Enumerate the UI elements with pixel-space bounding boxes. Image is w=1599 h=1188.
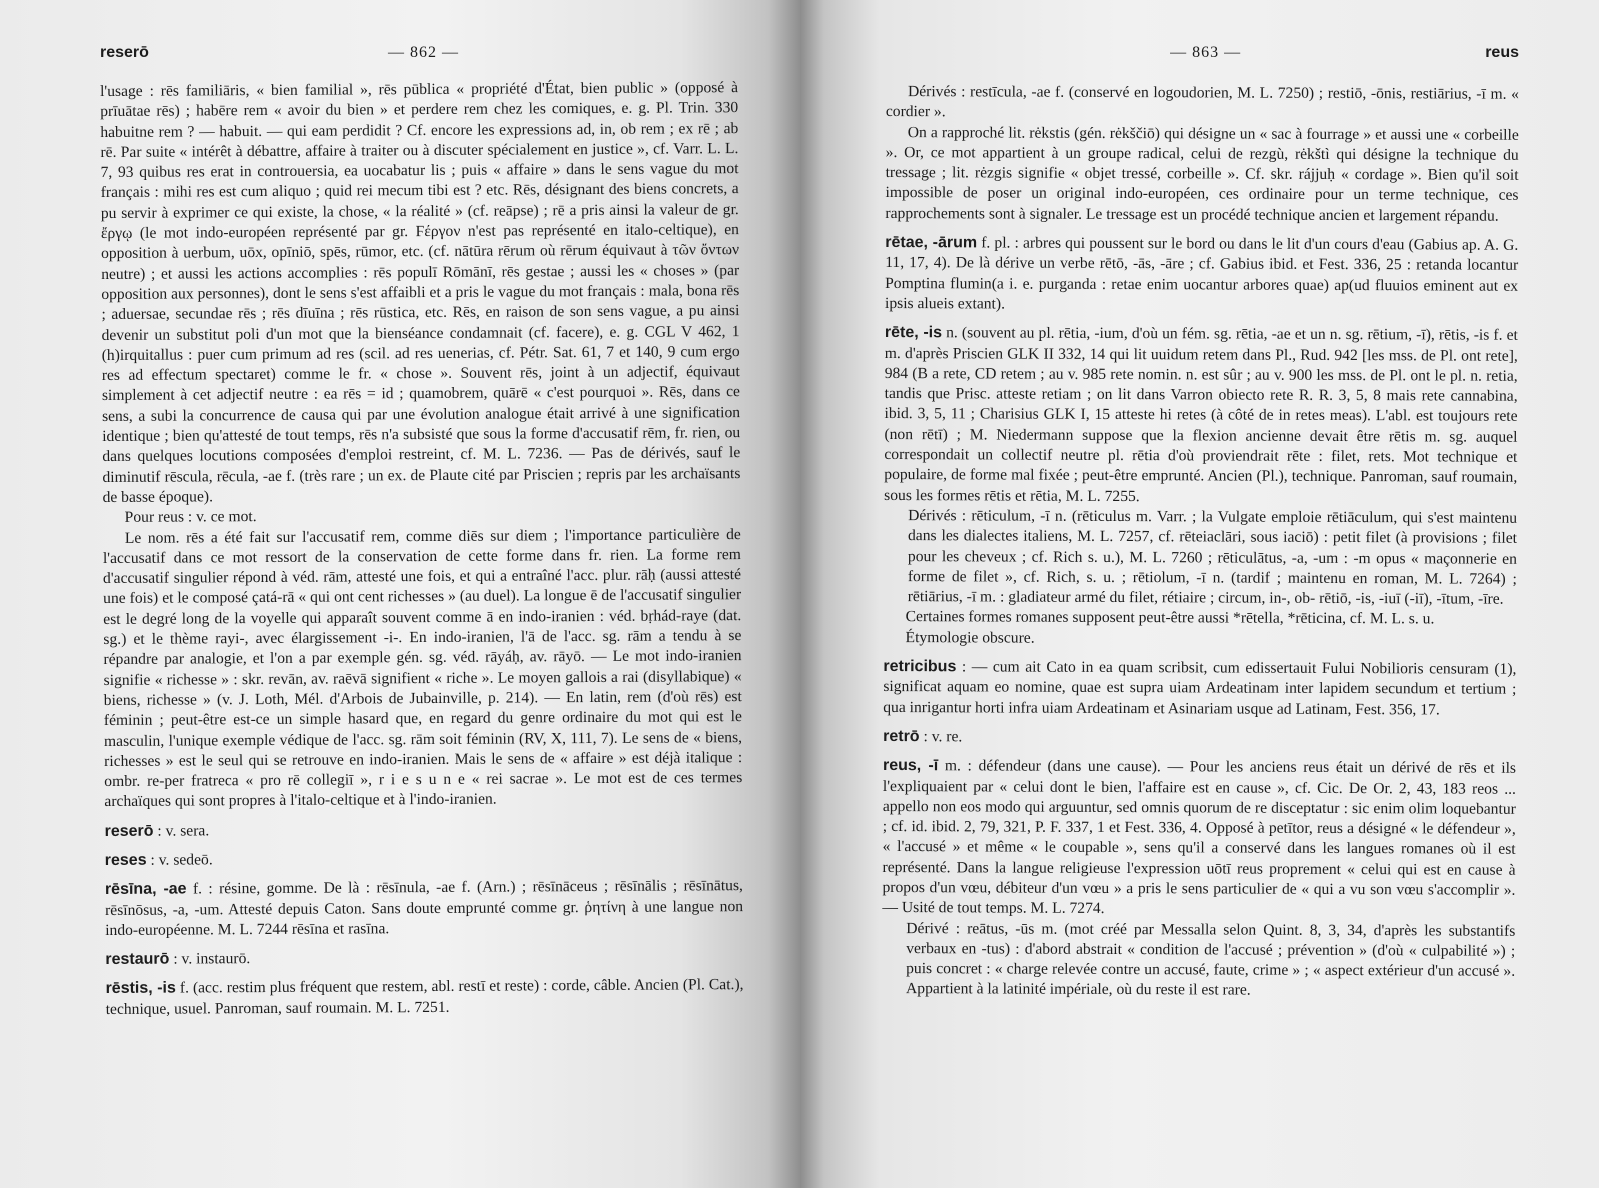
page-body (100, 78, 744, 1020)
dictionary-entry (105, 847, 743, 871)
running-headword: reus (1485, 44, 1519, 61)
entry-definition: : — cum ait Cato in ea quam scribsit, cum edissertauit Fului Nobilioris censuram (1), significat aquam eo nomine, quae est supra uiam Ardeatinam inter lapidem secundum et tertium ; qua inrigantur horti infra uiam Ardeatinam et Asinariam usque ad Latinam, Fest. 356, 17. (883, 658, 1517, 719)
body-paragraph: Étymologie obscure. (905, 628, 1035, 647)
entry-lemma: rēte, -is (884, 324, 943, 342)
entry-definition: m. : défendeur (dans une cause). — Pour les anciens reus était un dérivé de rēs et ils l'expliquaient par « celui dont le bien, l'affaire est en cause », cf. Cic. De Or. 2, 43, 183 reos ... appello non eos modo qui arguuntur, sed omnis quorum de re disceptatur : sic enim olim loquebantur ; cf. id. ibid. 2, 79, 321, P. F. 337, 1 et Fest. 336, 4. Opposé à petītor, reus a désigné « le défendeur », « l'accusé » et même « le coupable », sens qu'il a conservé dans les langues romanes où il est représenté. Dans la langue religieuse l'expression uōtī reus proprement « celui qui est en cause à propos d'un vœu, débiteur d'un vœu » a pris le sens particulier de « qui a vu son vœu s'accomplir ». — Usité de tout temps. M. L. 7274. (882, 757, 1517, 918)
running-head-right (886, 44, 1519, 62)
entry-definition: : v. instaurō. (169, 950, 251, 968)
entry-definition: : v. re. (919, 728, 963, 746)
derivatives-paragraph: Dérivé : reātus, -ūs m. (mot créé par Messalla selon Quint. 8, 3, 34, d'après les substantifs verbaux en -tus) : d'abord abstrait « condition de l'accusé ; prévention » (d'où « culpabilité ») ; puis concret : « charge relevée contre un accusé, faute, crime » ; « aspect extérieur d'un accusé ». Appartient à la latinité impériale, où du reste il est rare. (906, 919, 1516, 1000)
entry-lemma: rētae, -ārum (885, 234, 978, 252)
entry-definition: n. (souvent au pl. rētia, -ium, d'où un fém. sg. rētia, -ae et un n. sg. rētium, -ī), rētis, -is f. et m. d'après Priscien GLK II 332, 14 qui lit uuidum retem dans Pl., Rud. 942 [les mss. de Pl. ont rete], 984 (B a rete, CD retem ; au v. 985 rete nomin. n. est sûr ; au v. 900 les mss. de Pl. ont le pl. n. retia, tandis que Prisc. atteste retiam ; on lit dans Varron obiecto rete R. R. 3, 5, 8 mais rete cannabina, ibid. 3, 5, 11 ; Charisius GLK I, 15 atteste hi retes (à côté de in retes meas). L'abl. est toujours rete (non rētī) ; M. Niedermann suppose que la flexion ancienne devait être rētis m. sg. auquel correspondait un collectif neutre pl. rētia d'où proviendrait rēte : filet, rets. Mot technique et populaire, de forme mal fixée ; peut-être emprunté. Ancien (Pl.), technique. Panroman, sauf roumain, sous les formes rētis et rētia, M. L. 7255. (884, 324, 1518, 505)
dictionary-entry (884, 323, 1518, 508)
entry-definition: f. (acc. restim plus fréquent que restem, abl. restī et reste) : corde, câble. Ancien (Pl. Cat.), technique, usuel. Panroman, sauf roumain. M. L. 7251. (105, 976, 744, 1018)
body-paragraph: l'usage : rēs familiāris, « bien familial », rēs pūblica « propriété d'État, bien public » (opposé à prīuātae rēs) ; habēre rem « avoir du bien » et perdere rem chez les comiques, e. g. Pl. Trin. 330 habuitne rem ? — habuit. — qui eam perdidit ? Cf. encore les expressions ad, in, ob rem ; ex rē ; ab rē. Par suite « intérêt à débattre, affaire à traiter ou à discuter spécialement en justice », cf. Varr. L. L. 7, 93 quibus res erat in controuersia, ea uocabatur lis ; puis « affaire » dans le sens vague du mot français : mihi res est cum aliquo ; quid rei mecum tibi est ? etc. Rēs, désignant des biens concrets, a pu servir à exprimer ce qui existe, la chose, « la réalité » (cf. reāpse) ; rē a pris ainsi la valeur de gr. ἔργῳ (le mot indo-européen représenté par gr. Ϝέργον n'est pas représenté en italo-celtique), en opposition à uerbum, uōx, opīniō, spēs, rūmor, etc. (cf. nātūra rērum où rērum équivaut à τῶν ὄντων neutre) ; et aussi les actions accomplies : rēs populī Rōmānī, rēs gestae ; aussi les « choses » (par opposition aux personnes), dont le sens s'est affaibli et a pris le vague du mot français : mala, bona rēs ; aduersae, secundae rēs ; rēs dīuīna ; rēs rūstica, etc. Rēs, en raison de son sens vague, a pu ainsi devenir un substitut poli d'un mot que la bienséance condamnait (cf. facere), e. g. CGL V 462, 1 (h)irquitallus : puer cum primum ad res (scil. ad res uenerias, cf. Pétr. Sat. 61, 7 et 140, 9 cum ergo res ad effectum spectaret) comme le fr. « chose ». Souvent rēs, joint à un adjectif, équivaut simplement à cet adjectif neutre : ea rēs = id ; quamobrem, quārē « c'est pourquoi ». Rēs, dans ce sens, a subi la concurrence de causa qui par une évolution analogue était arrivé à une signification identique ; bien qu'attesté de tout temps, rēs n'a subsisté que sous la forme d'accusatif rēm, fr. rien, ou dans quelques locutions composées d'emploi restreint, cf. M. L. 7236. — Pas de dérivés, sauf le diminutif rēscula, rēcula, -ae f. (très rare ; un ex. de Plaute cité par Priscien ; repris par les archaïsants de basse époque). (100, 79, 741, 506)
entry-definition: f. pl. : arbres qui poussent sur le bord ou dans le lit d'un cours d'eau (Gabius ap. A. G. 11, 17, 4). De là dérive un verbe rētō, -ās, -āre ; cf. Gabius ibid. et Fest. 336, 25 : retanda locantur Pomptina flumin(a i. e. purganda : retae enim uocantur arbores quae) ap(ud fluuios eminent aut ex ipsis alueis extant). (884, 234, 1519, 313)
right-page (800, 0, 1599, 1188)
entry-definition: : v. sera. (153, 822, 210, 840)
entry-lemma: reserō (104, 822, 154, 840)
body-paragraph: Dérivés : restīcula, -ae f. (conservé en logoudorien, M. L. 7250) ; restiō, -ōnis, restiārius, -ī m. « cordier ». (885, 83, 1519, 121)
page-body (882, 82, 1519, 1003)
running-head-left (100, 44, 738, 62)
body-paragraph: On a rapproché lit. rėkstis (gén. rėkščiō) qui désigne un « sac à fourrage » et aussi une « corbeille ». Or, ce mot appartient à un groupe radical, celui de rezgù, rėkštì qui désigne la technique du tressage ; lit. rėzgis signifie « objet tressé, corbeille ». Cf. skr. rájjuḥ « cordage ». Bien qu'il soit impossible de poser un original indo-européen, ces ordinaire pour un terme technique, ces rapprochements sont à signaler. Le tressage est un procédé technique ancien et largement répandu. (885, 123, 1519, 225)
entry-lemma: restaurō (105, 950, 170, 969)
entry-definition: : v. sedeō. (146, 851, 213, 869)
dictionary-entry (105, 876, 743, 941)
entry-definition: f. : résine, gomme. De là : rēsīnula, -ae f. (Arn.) ; rēsīnāceus ; rēsīnālis ; rēsīnātus, rēsīnōsus, -a, -um. Attesté depuis Caton. Sans doute emprunté comme gr. ῥητίνη à une langue non indo-européenne. M. L. 7244 rēsīna et rasīna. (105, 877, 744, 939)
dictionary-entry (883, 657, 1516, 721)
entry-lemma: rēsīna, -ae (104, 880, 187, 899)
page-number: — 863 — (1170, 44, 1242, 61)
entry-lemma: reus, -ī (882, 757, 939, 775)
entry-lemma: retrō (883, 727, 920, 746)
body-paragraph: Le nom. rēs a été fait sur l'accusatif rem, comme diēs sur diem ; l'importance particulière de l'accusatif dans ce mot ressort de la conservation de cette forme dans fr. rien. La forme rem d'accusatif singulier répond à véd. rām, attesté une fois, et qui a entraîné l'acc. plur. rāḥ (aussi attesté une fois) et le composé çatá-rā « qui ont cent richesses » (au duel). La longue ē de l'accusatif singulier est le degré long de la voyelle qui apparaît souvent comme ā en indo-iranien : véd. bṛhád-raye (dat. sg.) et le thème rayi-, avec élargissement -i-. En indo-iranien, l'ā de l'acc. sg. rām a tendu à se répandre par analogie, et l'on a par exemple gén. sg. véd. rāyáḥ, av. rāyō. — Le mot indo-iranien signifie « richesse » : skr. revān, av. raēvā signifient « riche ». Le moyen gallois a rai (disyllabique) « biens, richesse » (v. J. Loth, Mél. d'Arbois de Jubainville, p. 214). — En latin, rem (d'où rēs) est féminin ; peut-être est-ce un simple hasard que, en regard du genre ordinaire du mot qui est le masculin, l'unique exemple védique de l'acc. sg. rām soit féminin (RV, X, 111, 7). Le sens de « biens, richesses » est le seul qui se retrouve en indo-iranien. Mais le sens de « affaire » est déjà italique : ombr. re-per fratreca « pro rē collegiī », r i e s u n e « rei sacrae ». Le mot est de ces termes archaïques qui sont propres à l'italo-celtique et à l'indo-iranien. (102, 525, 743, 811)
entry-lemma: retricibus (883, 658, 957, 676)
entry-lemma: rēstis, -is (105, 980, 176, 998)
dictionary-entry (883, 727, 1516, 750)
derivatives-paragraph: Dérivés : rēticulum, -ī n. (rēticulus m. Varr. ; la Vulgate emploie rētiāculum, qui s'est maintenu dans les dialectes italiens, M. L. 7257, cf. rēteiaclāri, sous iaciō) : petit filet (à provisions ; filet pour les cheveux ; cf. Rich s. u.), M. L. 7260 ; rēticulātus, -a, -um : -m opus « maçonnerie en forme de filet », cf. Rich, s. u. ; rētiolum, -ī n. (tardif ; maintenu en roman, M. L. 7264) ; rētiārius, -ī m. : gladiateur armé du filet, rétiaire ; circum, in-, ob- rētiō, -is, -iuī (-iī), -ītum, -īre. (907, 507, 1518, 608)
running-headword: reserō (100, 44, 149, 61)
dictionary-entry (105, 818, 743, 842)
dictionary-entry (885, 233, 1518, 317)
body-paragraph: Certaines formes romanes supposent peut-être aussi *rētella, *rēticina, cf. M. L. s. u. (905, 608, 1435, 628)
dictionary-entry (882, 756, 1516, 921)
page-number: — 862 — (387, 44, 459, 61)
dictionary-entry (105, 946, 743, 970)
dictionary-entry (105, 976, 743, 1020)
entry-lemma: reses (104, 851, 147, 869)
body-paragraph: Pour reus : v. ce mot. (124, 508, 257, 527)
